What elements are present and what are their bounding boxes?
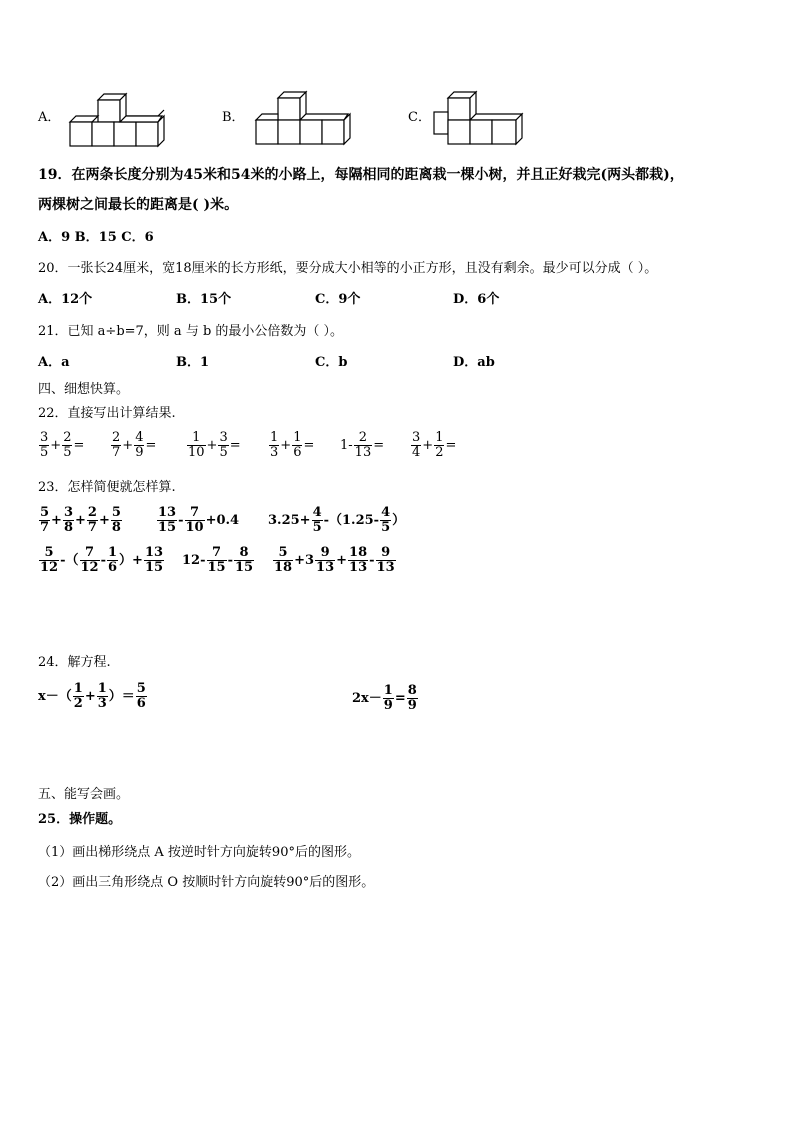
operator: 12- [182,552,206,568]
operator: -（ [60,552,79,568]
option-a-cube-figure [66,90,171,150]
fraction [62,431,72,460]
denominator: 7 [87,520,97,535]
fraction [87,506,98,535]
operator: + [206,437,218,453]
fraction [80,546,100,575]
denominator: 5 [381,520,391,535]
fraction [383,684,394,713]
fraction [187,431,206,460]
numerator: 2 [112,430,121,445]
q20-option-c: C．9个 [315,292,361,307]
q21-option-c: C．b [315,355,348,370]
operator: + [122,437,134,453]
numerator: 5 [136,681,146,696]
operator: + [75,512,86,528]
denominator: 15 [207,560,226,575]
denominator: 9 [383,698,393,713]
numerator: 1 [97,681,107,696]
q22-title: 22．直接写出计算结果. [38,406,176,421]
q20-option-a: A．12个 [38,292,93,307]
numerator: 2 [63,430,72,445]
numerator: 1 [187,431,206,446]
q20-option-b: B．15个 [176,292,232,307]
numerator: 4 [312,505,322,520]
denominator: 5 [63,445,72,460]
numerator: 7 [207,546,227,561]
fraction [136,682,147,711]
fraction [73,682,84,711]
denominator: 9 [135,445,144,460]
denominator: 5 [219,445,228,460]
fraction [111,431,121,460]
denominator: 10 [188,445,205,460]
denominator: 5 [40,445,49,460]
fraction [144,546,164,575]
operator: x－（ [38,688,72,704]
section-5-heading: 五、能写会画。 [38,787,130,802]
operator: +3 [294,552,315,568]
q19-line1: 19．在两条长度分别为45米和54米的小路上，每隔相同的距离栽一棵小树，并且正好栽完(两头都栽)， [38,167,684,183]
denominator: 5 [312,520,322,535]
denominator: 12 [80,560,99,575]
operator: -（1.25- [323,512,380,528]
q21-option-b: B．1 [176,355,210,370]
operator: ） [392,512,406,528]
operator: ）＝ [108,688,135,704]
operator: - [178,512,184,528]
q22-expr-1 [38,431,84,460]
denominator: 8 [63,520,73,535]
denominator: 3 [270,445,279,460]
q20-text: 20．一张长24厘米，宽18厘米的长方形纸，要分成大小相等的小正方形，且没有剩余。最少可以分成（ ）。 [38,261,658,276]
q21-text: 21．已知 a÷b=7，则 a 与 b 的最小公倍数为（ ）。 [38,324,344,339]
fraction [434,431,444,460]
option-b-label: B． [222,110,245,125]
numerator: 13 [144,545,164,560]
fraction [411,431,421,460]
operator: 1- [340,437,353,453]
q19-options: A．9 B．15 C．6 [38,230,154,245]
q24-equation-2 [352,684,419,713]
operator: + [84,688,96,704]
denominator: 7 [112,445,121,460]
fraction [111,506,122,535]
q22-expr-2 [110,431,156,460]
numerator: 8 [234,546,254,561]
q24-equation-1 [38,682,148,711]
option-b-cube-figure [252,88,352,148]
fraction [218,431,228,460]
option-a-label: A． [38,110,61,125]
denominator: 8 [111,520,121,535]
numerator: 2 [87,505,97,520]
numerator: 2 [354,431,373,446]
fraction [269,431,279,460]
q25-part-1: （1）画出梯形绕点 A 按逆时针方向旋转90°后的图形。 [38,845,360,860]
numerator: 1 [383,683,393,698]
operator: - [369,552,375,568]
operator: = [229,437,241,453]
denominator: 6 [108,560,118,575]
numerator: 9 [376,546,396,561]
operator: + [50,437,62,453]
fraction [63,506,74,535]
operator: + [422,437,434,453]
operator: 3.25+ [268,512,311,528]
denominator: 18 [274,560,293,575]
operator: = [394,690,406,706]
operator: = [373,437,385,453]
denominator: 7 [40,520,50,535]
numerator: 3 [412,430,421,445]
denominator: 6 [293,445,302,460]
denominator: 15 [158,520,177,535]
numerator: 5 [39,546,59,561]
option-c-label: C． [408,110,431,125]
denominator: 13 [316,560,335,575]
operator: = [145,437,157,453]
numerator: 5 [273,546,293,561]
numerator: 9 [315,546,335,561]
denominator: 15 [235,560,254,575]
q23-title: 23．怎样简便就怎样算. [38,480,176,495]
q23-expr-2 [156,506,239,535]
fraction [315,546,335,575]
fraction [312,506,323,535]
fraction [39,506,50,535]
numerator: 1 [435,430,444,445]
numerator: 4 [381,505,391,520]
fraction [407,684,418,713]
denominator: 10 [185,520,204,535]
numerator: 7 [80,546,100,561]
denominator: 2 [435,445,444,460]
denominator: 4 [412,445,421,460]
q24-title: 24．解方程. [38,655,111,670]
operator: +0.4 [205,512,240,528]
numerator: 1 [270,430,279,445]
operator: - [100,552,106,568]
q23-expr-1 [38,506,123,535]
fraction [157,506,177,535]
denominator: 3 [97,696,107,711]
operator: + [98,512,110,528]
fraction [39,546,59,575]
denominator: 13 [376,560,395,575]
fraction [348,546,368,575]
q22-expr-3 [186,431,241,460]
denominator: 13 [354,445,372,460]
q23-expr-5 [182,546,255,575]
q22-expr-5 [340,431,384,460]
q22-expr-6 [410,431,456,460]
fraction [97,682,108,711]
numerator: 5 [111,505,121,520]
operator: = [303,437,315,453]
q21-option-a: A．a [38,355,70,370]
q20-option-d: D．6个 [453,292,500,307]
denominator: 15 [144,560,164,575]
q19-line2: 两棵树之间最长的距离是( )米。 [38,197,239,213]
q23-expr-3 [268,506,405,535]
operator: + [336,552,348,568]
numerator: 3 [63,505,73,520]
denominator: 9 [407,698,417,713]
operator: - [227,552,233,568]
q25-part-2: （2）画出三角形绕点 O 按顺时针方向旋转90°后的图形。 [38,875,375,890]
numerator: 3 [40,430,49,445]
q23-expr-6 [272,546,397,575]
numerator: 8 [407,683,417,698]
numerator: 7 [185,506,205,521]
operator: = [73,437,85,453]
numerator: 1 [108,545,118,560]
fraction [185,506,205,535]
fraction [107,546,118,575]
numerator: 3 [219,430,228,445]
fraction [273,546,293,575]
fraction [134,431,144,460]
q21-option-d: D．ab [453,355,495,370]
q22-expr-4 [268,431,314,460]
section-4-heading: 四、细想快算。 [38,382,130,397]
numerator: 4 [135,430,144,445]
numerator: 13 [158,505,177,520]
option-c-cube-figure [430,88,530,150]
fraction [380,506,391,535]
fraction [39,431,49,460]
fraction [376,546,396,575]
fraction [292,431,302,460]
denominator: 6 [136,696,146,711]
operator: + [280,437,292,453]
numerator: 5 [40,505,50,520]
q25-title: 25．操作题。 [38,812,122,827]
operator: + [51,512,62,528]
numerator: 18 [349,545,368,560]
operator: ）+ [119,552,143,568]
denominator: 2 [73,696,83,711]
fraction [354,431,373,460]
numerator: 1 [293,430,302,445]
operator: = [445,437,457,453]
q23-expr-4 [38,546,165,575]
numerator: 1 [73,681,83,696]
fraction [207,546,227,575]
fraction [234,546,254,575]
operator: 2x－ [352,690,382,706]
denominator: 13 [349,560,368,575]
denominator: 12 [40,560,59,575]
